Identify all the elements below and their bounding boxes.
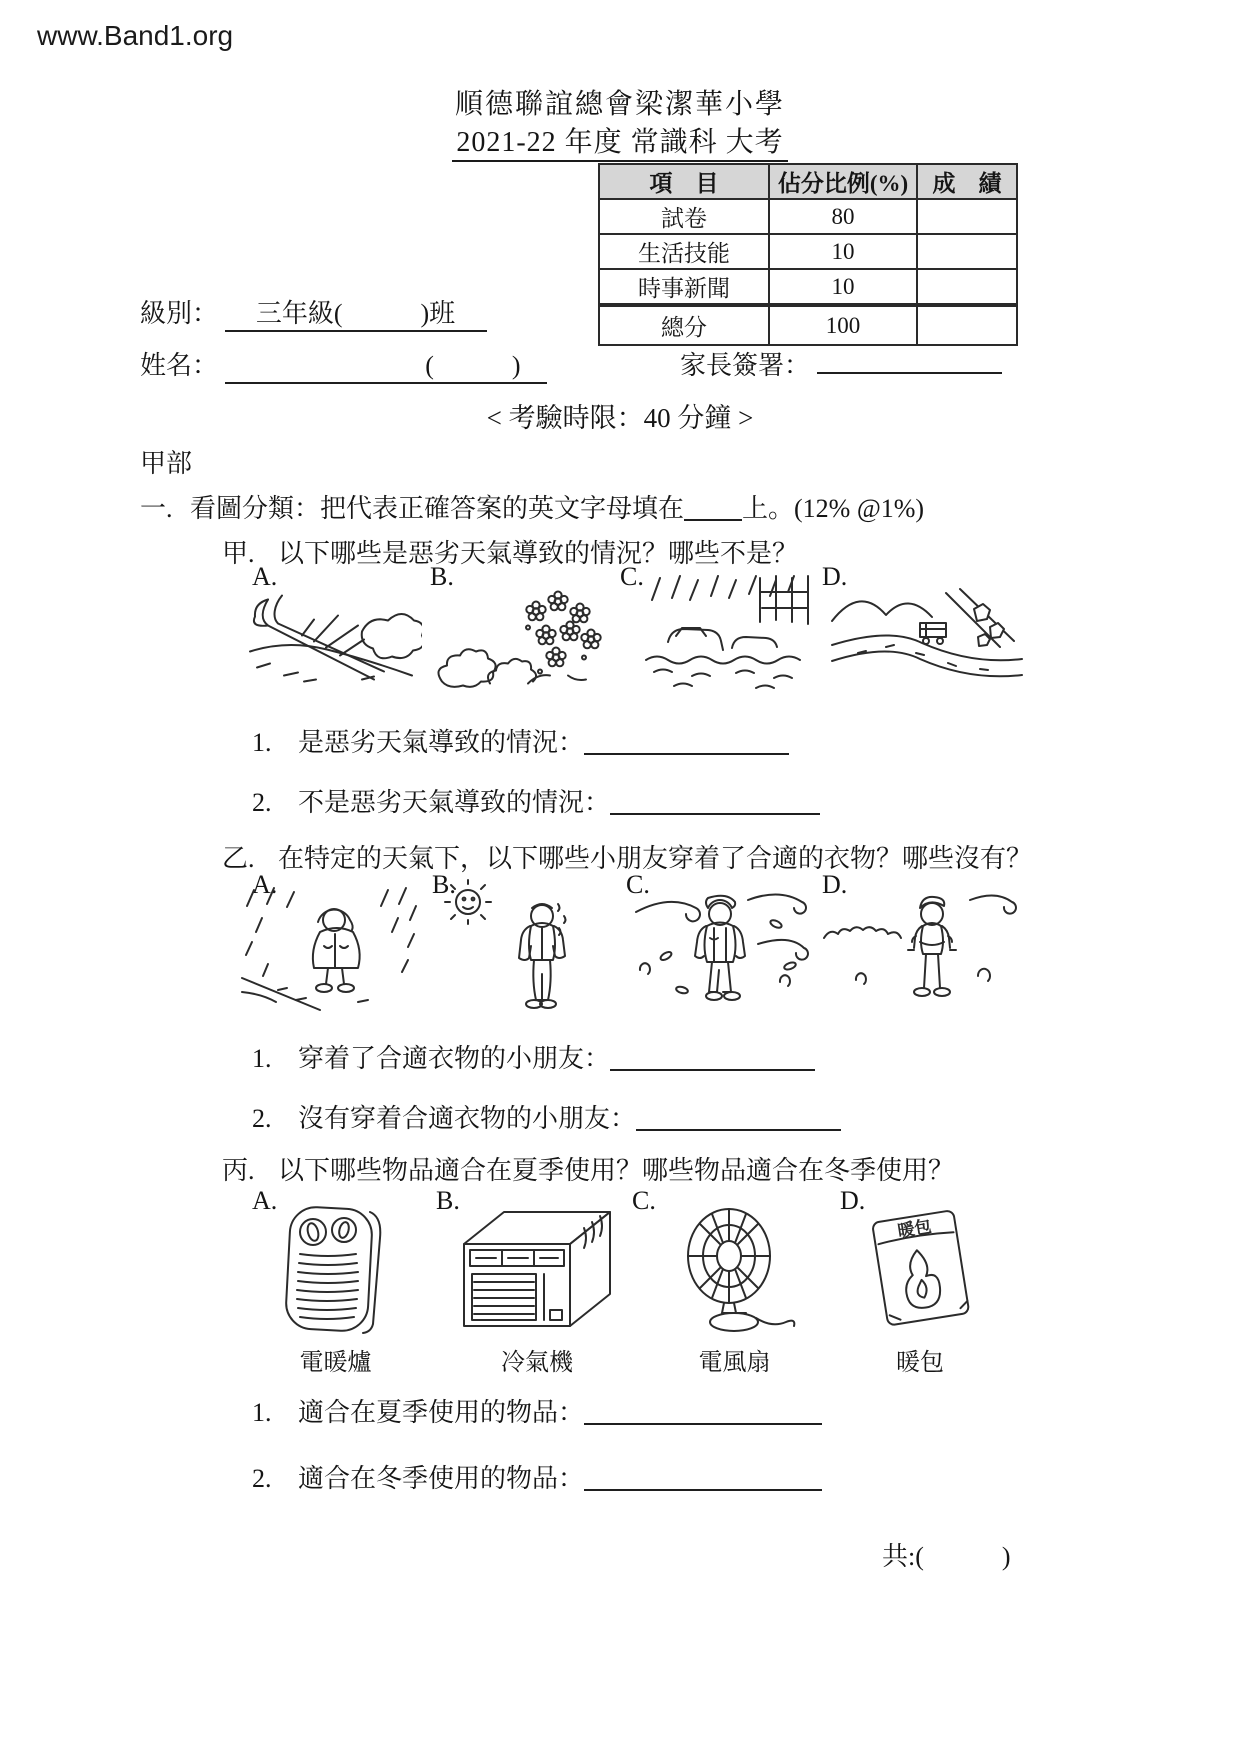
blooming-flowers-image [428, 582, 613, 690]
air-conditioner-image [452, 1204, 622, 1336]
option-d-letter: D. [822, 562, 848, 591]
electric-fan-image [672, 1204, 797, 1336]
part-a-label: 甲部 [140, 449, 193, 478]
option-a-letter: A. [252, 1186, 278, 1215]
table-row [599, 269, 1017, 305]
landslide-road-image [828, 575, 1026, 699]
question-1-text-after: 上。(12% @1%) [742, 494, 925, 523]
row-percent: 10 [769, 234, 917, 269]
question-1 [140, 488, 924, 525]
option-d-letter: D. [840, 1186, 866, 1215]
answer-text: 沒有穿着合適衣物的小朋友： [298, 1104, 637, 1133]
answer-text: 不是惡劣天氣導致的情況： [298, 788, 611, 817]
parent-sign-line [680, 345, 1002, 382]
subquestion-c-label: 丙. [222, 1156, 255, 1185]
row-percent: 100 [769, 305, 917, 345]
child-raincoat-rain-image [238, 882, 428, 1014]
answer-text: 穿着了合適衣物的小朋友： [298, 1044, 611, 1073]
answer-number: 2. [252, 1464, 272, 1493]
table-row [599, 199, 1017, 234]
item-label-fan: 電風扇 [698, 1350, 771, 1376]
col-percent: 佔分比例(%) [769, 164, 917, 199]
table-header-row [599, 164, 1017, 199]
answer-number: 1. [252, 728, 272, 757]
option-b-letter: B. [432, 870, 456, 899]
option-a-letter: A. [252, 870, 278, 899]
fallen-tree-storm-image [242, 578, 422, 696]
flooded-street-image [640, 570, 812, 698]
parent-sign-label: 家長簽署： [680, 351, 811, 380]
question-1-number: 一. [140, 494, 173, 523]
parent-sign-blank[interactable] [817, 372, 1002, 374]
option-c-letter: C. [626, 870, 650, 899]
score-cell [917, 269, 1017, 305]
row-item: 生活技能 [599, 234, 769, 269]
answer-blank[interactable] [636, 1103, 841, 1131]
question-1-blank[interactable] [684, 493, 742, 521]
answer-row [252, 722, 789, 759]
school-name: 順德聯誼總會梁潔華小學 [454, 89, 785, 120]
subquestion-b-label: 乙. [222, 844, 255, 873]
score-cell [917, 234, 1017, 269]
col-score: 成 績 [917, 164, 1017, 199]
item-label-warm-pack: 暖包 [896, 1350, 944, 1376]
name-blank[interactable]: ( ) [225, 345, 547, 384]
name-line [140, 345, 547, 384]
option-c-letter: C. [620, 562, 644, 591]
item-label-air-conditioner: 冷氣機 [501, 1350, 573, 1376]
subquestion-a [222, 533, 798, 570]
answer-text: 適合在夏季使用的物品： [298, 1398, 585, 1427]
subquestion-c-text: 以下哪些物品適合在夏季使用？哪些物品適合在冬季使用？ [278, 1156, 955, 1185]
option-a-letter: A. [252, 562, 278, 591]
warm-pack-image [850, 1204, 990, 1336]
option-b-letter: B. [430, 562, 454, 591]
answer-number: 2. [252, 788, 272, 817]
table-row [599, 234, 1017, 269]
row-percent: 80 [769, 199, 917, 234]
answer-blank[interactable] [584, 727, 789, 755]
child-shivering-cold-image [820, 880, 1020, 1014]
answer-blank[interactable] [584, 1463, 822, 1491]
subquestion-c [222, 1150, 954, 1187]
child-jacket-wind-image [630, 878, 810, 1014]
answer-row [252, 782, 820, 819]
question-1-text: 看圖分類：把代表正確答案的英文字母填在 [190, 494, 685, 523]
heater-image [278, 1202, 393, 1337]
row-item: 時事新聞 [599, 269, 769, 305]
class-label: 級別： [140, 299, 219, 328]
answer-row [252, 1392, 822, 1429]
score-cell [917, 305, 1017, 345]
option-c-letter: C. [632, 1186, 656, 1215]
row-item: 總分 [599, 305, 769, 345]
table-row-total [599, 305, 1017, 345]
option-b-letter: B. [436, 1186, 460, 1215]
answer-number: 1. [252, 1044, 272, 1073]
answer-text: 是惡劣天氣導致的情況： [298, 728, 585, 757]
answer-row [252, 1038, 815, 1075]
answer-blank[interactable] [584, 1397, 822, 1425]
answer-row [252, 1458, 822, 1495]
exam-title: 2021-22 年度 常識科 大考 [452, 127, 787, 162]
option-d-letter: D. [822, 870, 848, 899]
name-label: 姓名： [140, 351, 219, 380]
score-cell [917, 199, 1017, 234]
class-blank[interactable]: 三年級( )班 [225, 293, 487, 332]
subquestion-a-label: 甲. [222, 539, 255, 568]
col-item: 項 目 [599, 164, 769, 199]
child-sweating-sun-image [430, 878, 615, 1014]
subquestion-a-text: 以下哪些是惡劣天氣導致的情況？哪些不是？ [278, 539, 799, 568]
page-total: 共:( ) [882, 1542, 1011, 1571]
answer-number: 2. [252, 1104, 272, 1133]
answer-blank[interactable] [610, 1043, 815, 1071]
row-percent: 10 [769, 269, 917, 305]
answer-row [252, 1098, 841, 1135]
score-table [598, 163, 1018, 346]
class-line [140, 293, 487, 332]
subquestion-b-text: 在特定的天氣下，以下哪些小朋友穿着了合適的衣物？哪些沒有？ [278, 844, 1033, 873]
answer-blank[interactable] [610, 787, 820, 815]
time-limit: < 考驗時限：40 分鐘 > [486, 403, 754, 433]
answer-number: 1. [252, 1398, 272, 1427]
watermark: www.Band1.org [37, 20, 234, 51]
warm-pack-label: 暖包 [896, 1216, 933, 1241]
answer-text: 適合在冬季使用的物品： [298, 1464, 585, 1493]
row-item: 試卷 [599, 199, 769, 234]
item-label-heater: 電暖爐 [299, 1350, 372, 1376]
